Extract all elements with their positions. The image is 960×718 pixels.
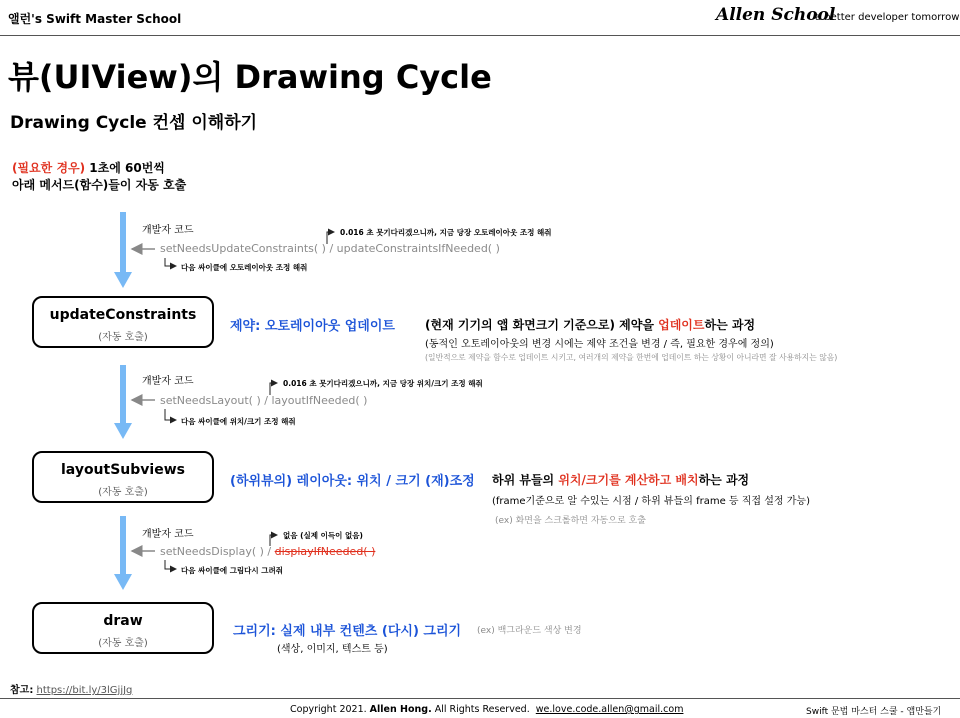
box-title-update-constraints: updateConstraints [49,307,197,323]
desc3-update-constraints: (일반적으로 제약을 함수로 업데이트 시키고, 여러개의 제약을 한번에 업데이트 하는 상황이 아니라면 잘 사용하지는 않음) [425,353,838,362]
box-layout-subviews [32,451,214,503]
copyright-author: Allen Hong. [369,704,432,715]
dev-code-label-3: 개발자 코드 [142,529,194,540]
school-name: 앨런's Swift Master School [8,12,182,26]
box-title-draw: draw [103,613,143,629]
note-bottom-3: 다음 싸이클에 그림다시 그려줘 [181,566,284,575]
intro-line-2: 아래 메서드(함수)들이 자동 호출 [12,178,187,192]
copyright [290,704,683,715]
desc3-layout-subviews: (ex) 화면을 스크롤하면 자동으로 호출 [495,516,646,526]
note-bottom-arrow-3 [165,560,176,569]
method-setneedsdisplay [160,545,375,558]
copyright-post: All Rights Reserved. [431,704,530,715]
slogan: a better developer tomorrow [815,12,960,23]
blue-down-arrow-1 [114,212,132,288]
box-sub-update-constraints: (자동 호출) [98,332,148,343]
reference-link[interactable]: https://bit.ly/3lGjjJg [36,685,133,696]
desc-pre-1: (현재 기기의 앱 화면크기 기준으로) 제약을 [425,318,659,332]
desc-layout-subviews [492,471,749,488]
note-top-1: 0.016 초 못기다리겠으니까, 지금 당장 오토레이아웃 조정 해줘 [340,228,552,237]
desc-pre-2: 하위 뷰들의 [492,473,559,487]
method-pre-3: setNeedsDisplay( ) / [160,545,275,558]
page-title: 뷰(UIView)의 Drawing Cycle [8,58,492,96]
box-sub-layout-subviews: (자동 호출) [98,487,148,498]
label-draw: 그리기: 실제 내부 컨텐츠 (다시) 그리기 [233,624,462,639]
desc-post-1: 하는 과정 [704,318,756,332]
blue-down-arrow-3 [114,516,132,590]
box-title-layout-subviews: layoutSubviews [61,462,185,478]
note-bottom-arrow-1 [165,258,176,266]
intro-rest-text: 1초에 60번씩 [85,161,165,175]
footer-course: Swift 문법 마스터 스쿨 - 앱만들기 [806,707,942,717]
desc2-update-constraints: (동적인 오토레이아웃의 변경 시에는 제약 조건을 변경 / 즉, 필요한 경우에 정의) [425,339,774,350]
note-bottom-1: 다음 싸이클에 오토레이아웃 조정 해줘 [181,263,308,272]
blue-down-arrow-2 [114,365,132,439]
desc-update-constraints [425,316,755,333]
note-bottom-arrow-2 [165,409,176,420]
desc2-draw: (색상, 이미지, 텍스트 등) [277,644,388,655]
desc-side-draw: (ex) 백그라운드 색상 변경 [477,626,582,636]
page-subtitle: Drawing Cycle 컨셉 이해하기 [10,113,258,133]
footer-divider [0,698,960,699]
desc-post-2: 하는 과정 [698,473,750,487]
copyright-pre: Copyright 2021. [290,704,370,715]
intro-red-text: (필요한 경우) [12,161,86,175]
reference [10,681,132,696]
desc-red-2: 위치/크기를 계산하고 배치 [558,473,699,487]
box-draw [32,602,214,654]
desc2-layout-subviews: (frame기준으로 알 수있는 시점 / 하위 뷰들의 frame 등 직접 설정 가능) [492,496,810,507]
note-top-2: 0.016 초 못기다리겠으니까, 지금 당장 위치/크기 조정 해줘 [283,379,483,388]
label-update-constraints: 제약: 오토레이아웃 업데이트 [230,319,395,334]
email-link[interactable]: we.love.code.allen@gmail.com [535,704,684,715]
allen-school-logo: Allen School [716,5,836,25]
method-strike-3: displayIfNeeded( ) [274,545,376,558]
label-layout-subviews: (하위뷰의) 레이아웃: 위치 / 크기 (재)조정 [230,474,475,489]
dev-code-label-2: 개발자 코드 [142,376,194,387]
box-update-constraints [32,296,214,348]
note-bottom-2: 다음 싸이클에 위치/크기 조정 해줘 [181,417,296,426]
method-setneedsupdateconstraints: setNeedsUpdateConstraints( ) / updateConstraintsIfNeeded( ) [160,242,500,255]
method-setneedslayout: setNeedsLayout( ) / layoutIfNeeded( ) [160,394,368,407]
box-sub-draw: (자동 호출) [98,638,148,649]
note-top-3: 없음 (실제 이득이 없음) [283,531,363,540]
desc-red-1: 업데이트 [658,318,705,332]
dev-code-label-1: 개발자 코드 [142,225,194,236]
reference-label: 참고: [10,685,34,696]
